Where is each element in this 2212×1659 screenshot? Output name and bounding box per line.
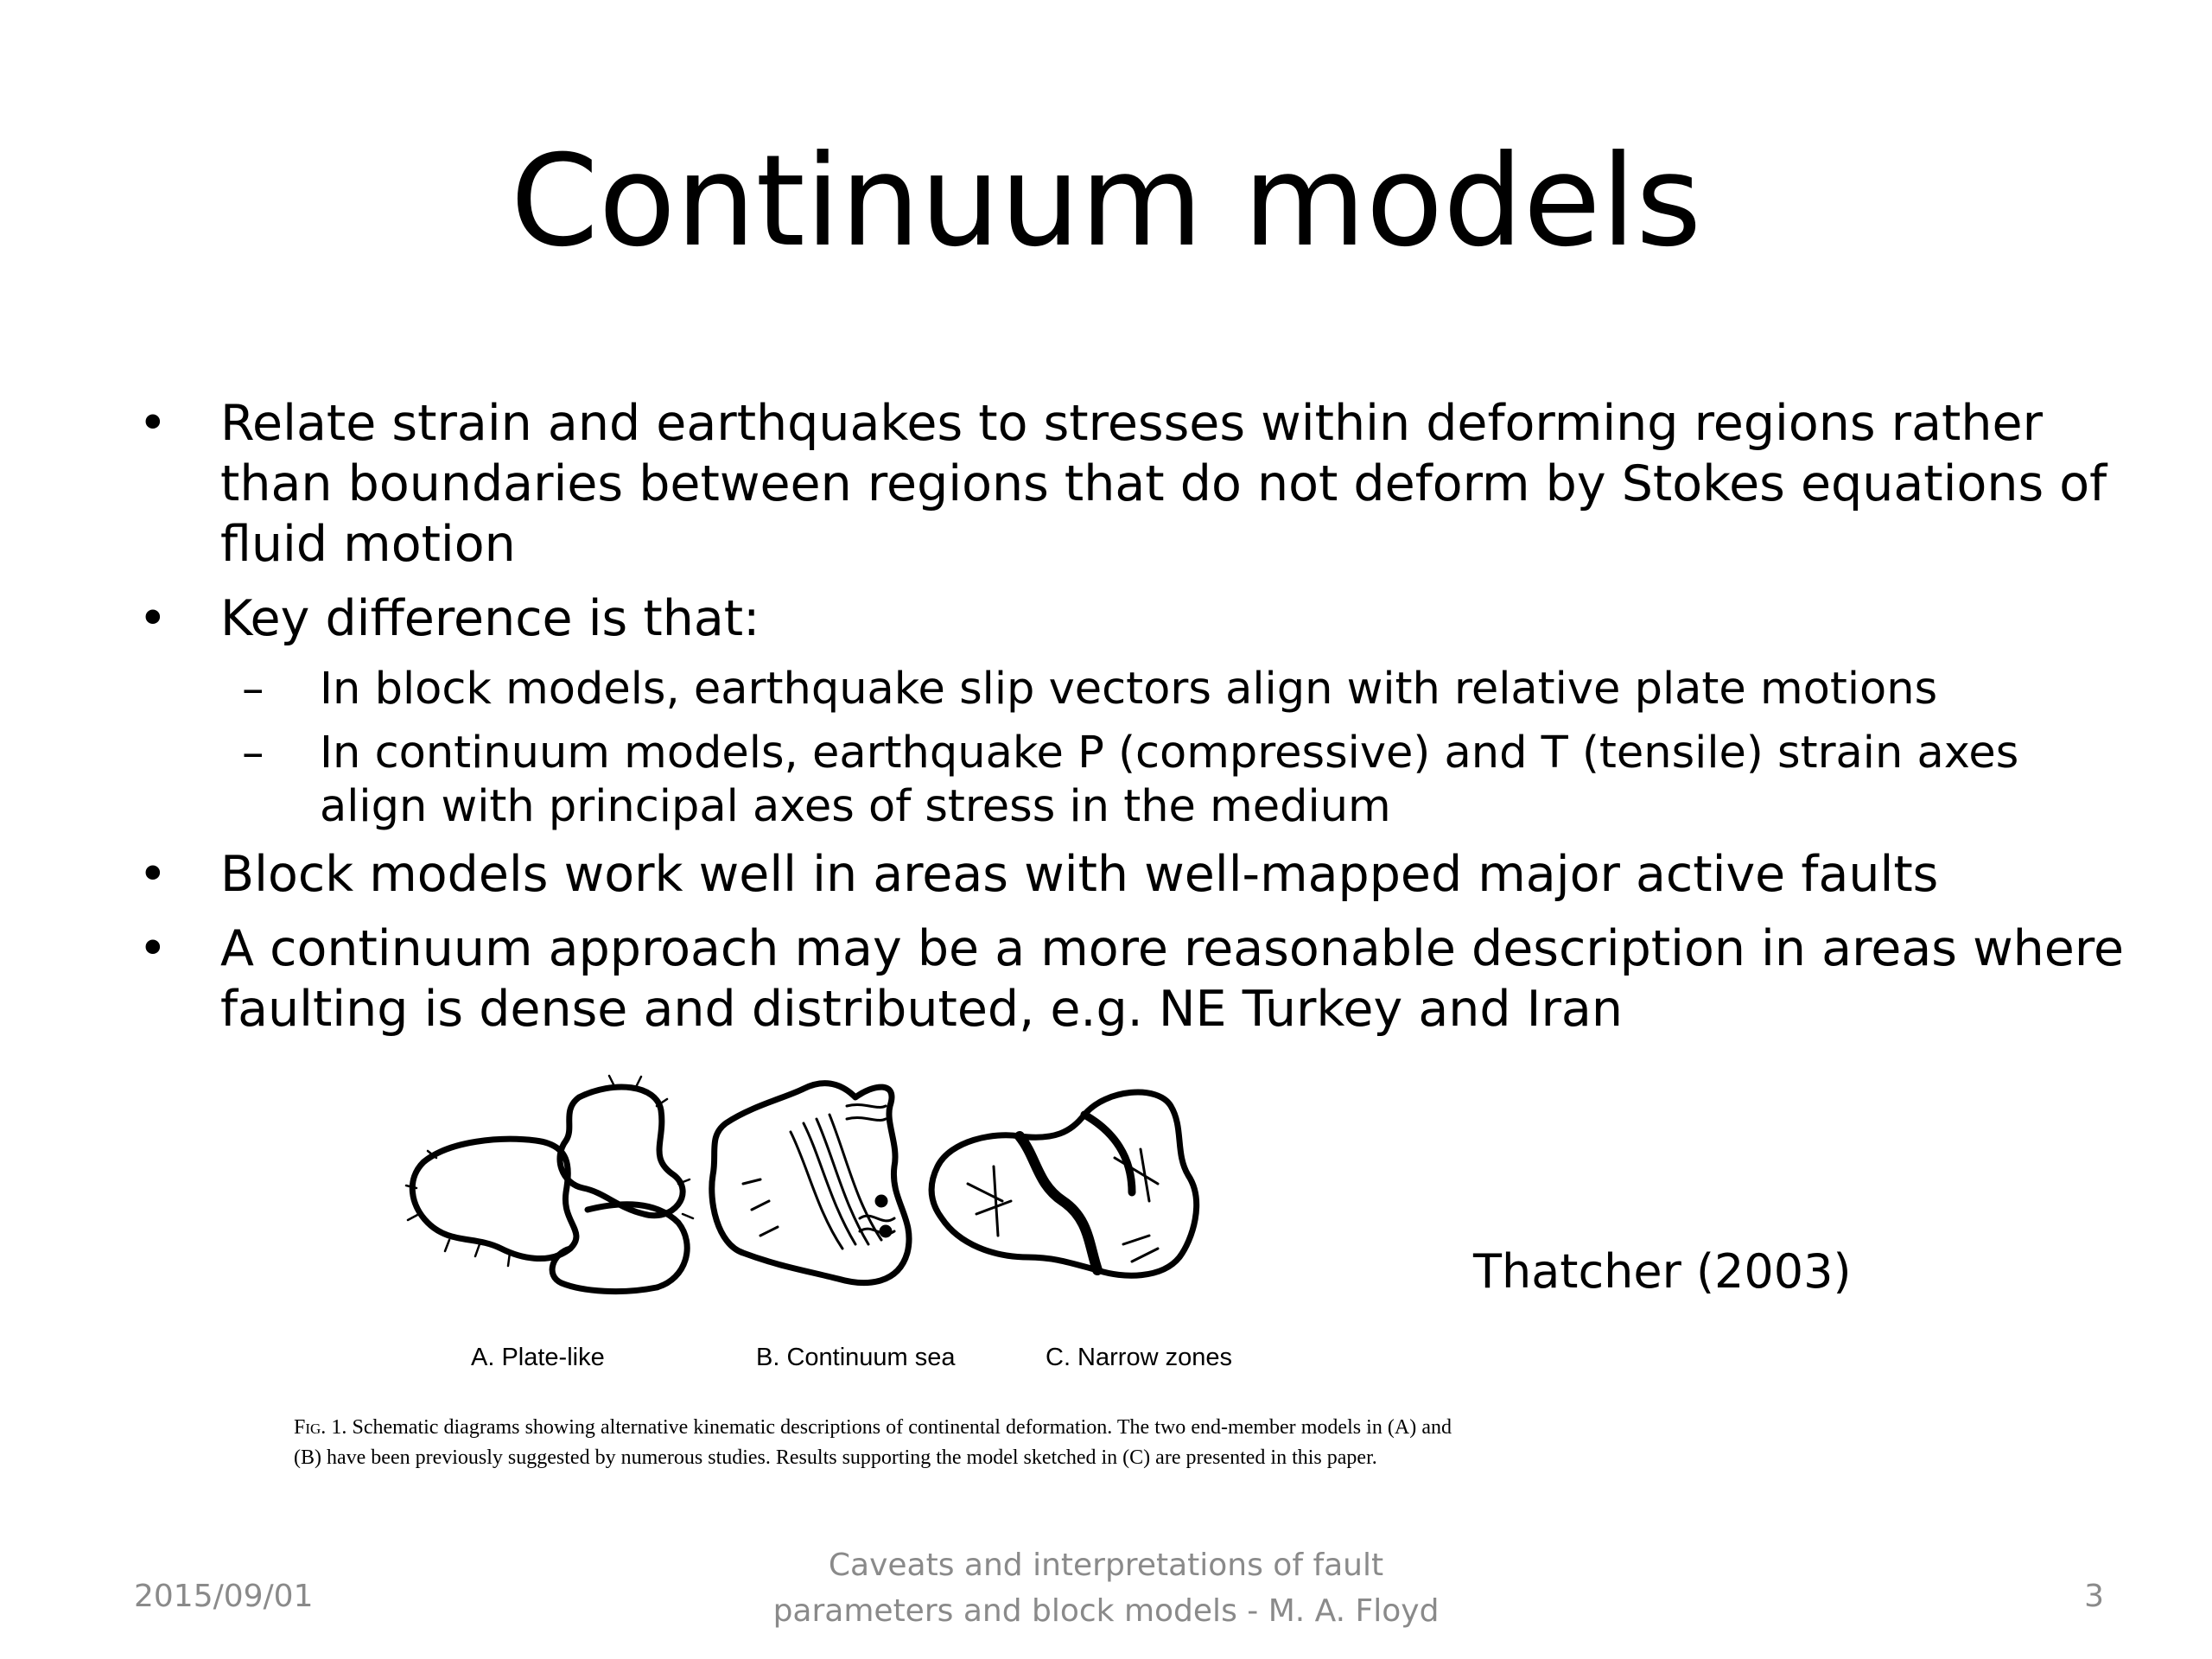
bullet-item: [121, 393, 2134, 575]
slide-number: 3: [2084, 1579, 2104, 1614]
bullet-mark: •: [138, 395, 168, 452]
sub-bullet-item: [121, 727, 2134, 834]
figure-credit: Thatcher (2003): [1473, 1244, 1852, 1299]
bullet-mark: •: [138, 590, 168, 647]
bullet-item: [121, 588, 2134, 649]
deformation-schematic-image: [397, 1071, 1313, 1331]
sub-bullet-list: [121, 663, 2134, 834]
bullet-text: Relate strain and earthquakes to stresses within deforming regions rather than boundaries between regions that do not deform by Stokes equations of fluid motion: [220, 395, 2107, 573]
bullet-text: Block models work well in areas with well-mapped major active faults: [220, 846, 1939, 903]
bullet-text: Key difference is that:: [220, 590, 760, 647]
footer-title-line: parameters and block models - M. A. Floyd: [772, 1593, 1440, 1629]
figure-panel-label: B. Continuum sea: [756, 1344, 956, 1371]
figure-panel-label: C. Narrow zones: [1046, 1344, 1232, 1371]
continuum-sea-diagram: [712, 1084, 909, 1283]
bullet-item: [121, 918, 2134, 1039]
bullet-mark: •: [138, 920, 168, 977]
sub-bullet-item: [121, 663, 2134, 716]
slide-title: Continuum models: [510, 128, 1702, 275]
footer-title: [674, 1542, 1538, 1634]
schematic-figure: [294, 1071, 1478, 1521]
sub-bullet-text: In continuum models, earthquake P (compressive) and T (tensile) strain axes align with principal axes of stress in the medium: [320, 728, 2019, 832]
figure-caption: [294, 1413, 1452, 1473]
narrow-zones-diagram: [931, 1092, 1197, 1275]
bullet-item: [121, 844, 2134, 905]
bullet-text: A continuum approach may be a more reasonable description in areas where faulting is dense and distributed, e.g. NE Turkey and Iran: [220, 920, 2125, 1038]
sub-bullet-mark: –: [242, 664, 264, 715]
bullet-mark: •: [138, 846, 168, 903]
footer-title-line: Caveats and interpretations of fault: [828, 1548, 1384, 1583]
figure-panel-label: A. Plate-like: [471, 1344, 605, 1371]
figure-caption-text: Schematic diagrams showing alternative kinematic descriptions of continental deformation. The two end-member models in (A) and (B) have been previously suggested by numerous studies. Results supporting the model sketched in (C) are presented in this paper.: [294, 1416, 1452, 1469]
sub-bullet-text: In block models, earthquake slip vectors align with relative plate motions: [320, 664, 1938, 715]
footer-date: 2015/09/01: [134, 1579, 314, 1614]
sub-bullet-mark: –: [242, 728, 264, 779]
slide-body: [121, 393, 2134, 1053]
figure-caption-number: Fig. 1.: [294, 1416, 347, 1439]
plate-like-diagram: [406, 1076, 693, 1292]
